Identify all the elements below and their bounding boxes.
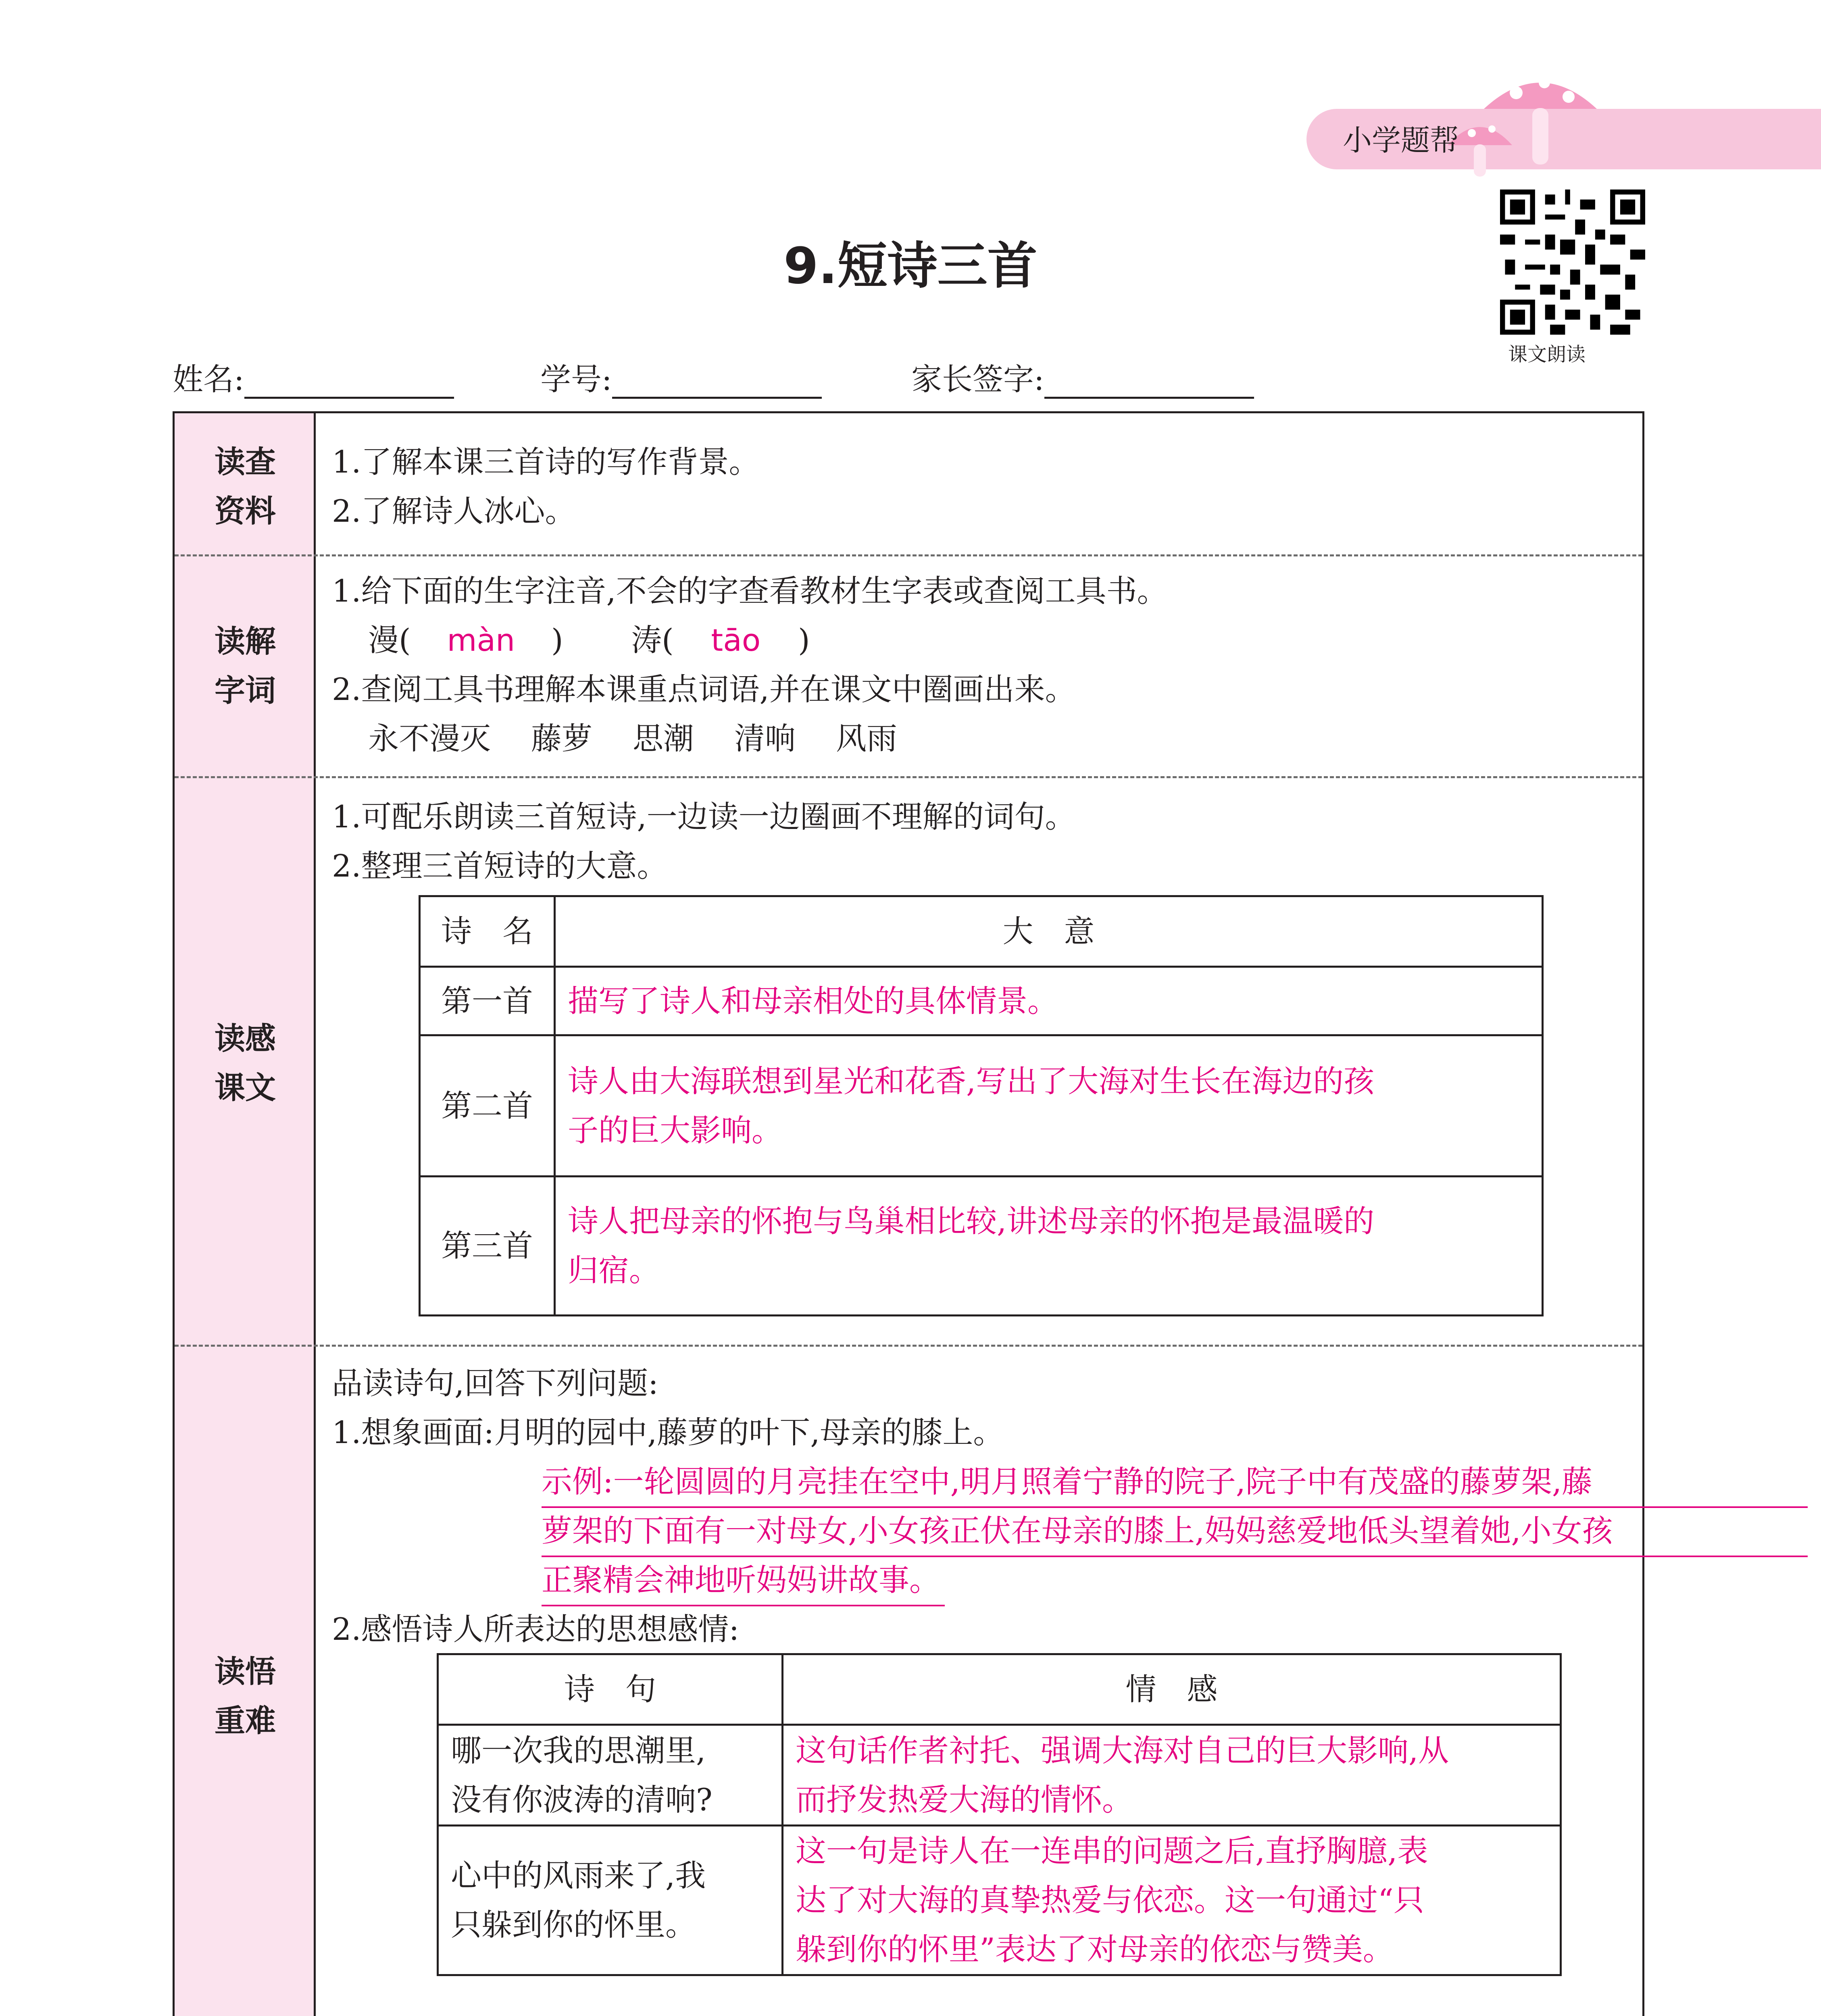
section-divider [175,1345,1642,1347]
poem-meaning: 诗人由大海联想到星光和花香,写出了大海对生长在海边的孩 子的巨大影响。 [555,1035,1543,1177]
emotion-cell: 这句话作者衬托、强调大海对自己的巨大影响,从 而抒发热爱大海的情怀。 [783,1725,1561,1826]
poem-name: 第一首 [420,967,555,1035]
char-label: 漫( [368,622,411,658]
vocab-instruction: 1.给下面的生字注音,不会的字查看教材生字表或查阅工具书。 [332,573,1168,609]
imagination-answer: 示例:一轮圆圆的月亮挂在空中,明月照着宁静的院子,院子中有茂盛的藤萝架,藤 [542,1464,1593,1500]
reading-instruction: 1.可配乐朗读三首短诗,一边读一边圈画不理解的词句。 [332,799,1076,835]
section-label-key-points: 读悟 重难 [215,1654,276,1739]
key-points-question: 1.想象画面:月明的园中,藤萝的叶下,母亲的膝上。 [332,1414,1004,1450]
section-divider [175,776,1642,778]
char-close: ) [798,622,810,658]
imagination-answer: 萝架的下面有一对母女,小女孩正伏在母亲的膝上,妈妈慈爱地低头望着她,小女孩 [542,1513,1613,1549]
name-label: 姓名: [173,361,244,397]
poem-name: 第三首 [420,1177,555,1316]
imagination-answer: 正聚精会神地听妈妈讲故事。 [542,1562,940,1598]
reading-instruction: 2.整理三首短诗的大意。 [332,848,668,884]
poem-meaning: 描写了诗人和母亲相处的具体情景。 [555,967,1543,1035]
research-item: 1.了解本课三首诗的写作背景。 [332,444,760,480]
qr-caption: 课文朗读 [1508,343,1586,366]
table-row [438,1725,1561,1826]
vocab-instruction: 2.查阅工具书理解本课重点词语,并在课文中圈画出来。 [332,671,1076,707]
section-label-reading: 读感 课文 [215,1020,276,1106]
table-header: 诗 句 [438,1654,783,1725]
table-row [420,1177,1543,1316]
poem-name: 第二首 [420,1035,555,1177]
table-header: 诗 名 [420,896,555,967]
page-title: 9.短诗三首 [783,237,1038,295]
keyword: 永不漫灭 [368,721,491,756]
poem-meaning: 诗人把母亲的怀抱与鸟巢相比较,讲述母亲的怀抱是最温暖的 归宿。 [555,1177,1543,1316]
parent-signature-blank[interactable] [1044,369,1254,399]
emotion-table [437,1653,1562,1976]
table-row [420,1035,1543,1177]
verse-cell: 哪一次我的思潮里, 没有你波涛的清响? [438,1725,783,1826]
key-points-question: 2.感悟诗人所表达的思想感情: [332,1611,740,1647]
student-id-blank[interactable] [612,369,822,399]
table-row [438,1826,1561,1975]
parent-signature-field[interactable] [911,355,1254,399]
student-id-field[interactable] [540,355,822,399]
keyword-list [368,714,897,763]
key-points-intro: 品读诗句,回答下列问题: [332,1365,658,1401]
poem-summary-table [419,895,1544,1316]
section-divider [175,554,1642,556]
worksheet-table [173,411,1644,2016]
pinyin-row [368,616,810,665]
char-close: ) [551,622,563,658]
section-label-research: 读查 资料 [215,444,276,529]
keyword: 风雨 [836,721,897,756]
table-header: 情 感 [783,1654,1561,1725]
name-field[interactable] [173,355,454,399]
section-label-vocabulary: 读解 字词 [215,623,276,708]
name-blank[interactable] [244,369,454,399]
char-label: 涛( [631,622,674,658]
pinyin-answer: tāo [711,622,761,658]
mushroom-icon [1436,60,1637,181]
keyword: 思潮 [633,721,694,756]
parent-signature-label: 家长签字: [911,361,1044,397]
student-id-label: 学号: [540,361,612,397]
research-item: 2.了解诗人冰心。 [332,493,576,529]
table-header: 大 意 [555,896,1543,967]
emotion-cell: 这一句是诗人在一连串的问题之后,直抒胸臆,表 达了对大海的真挚热爱与依恋。这一句通过“只 躲到你的怀里”表达了对母亲的依恋与赞美。 [783,1826,1561,1975]
verse-cell: 心中的风雨来了,我 只躲到你的怀里。 [438,1826,783,1975]
pinyin-answer: màn [447,622,515,658]
table-row [420,967,1543,1035]
keyword: 清响 [734,721,796,756]
tab-label: 小学题帮 [1343,123,1459,157]
keyword: 藤萝 [531,721,592,756]
